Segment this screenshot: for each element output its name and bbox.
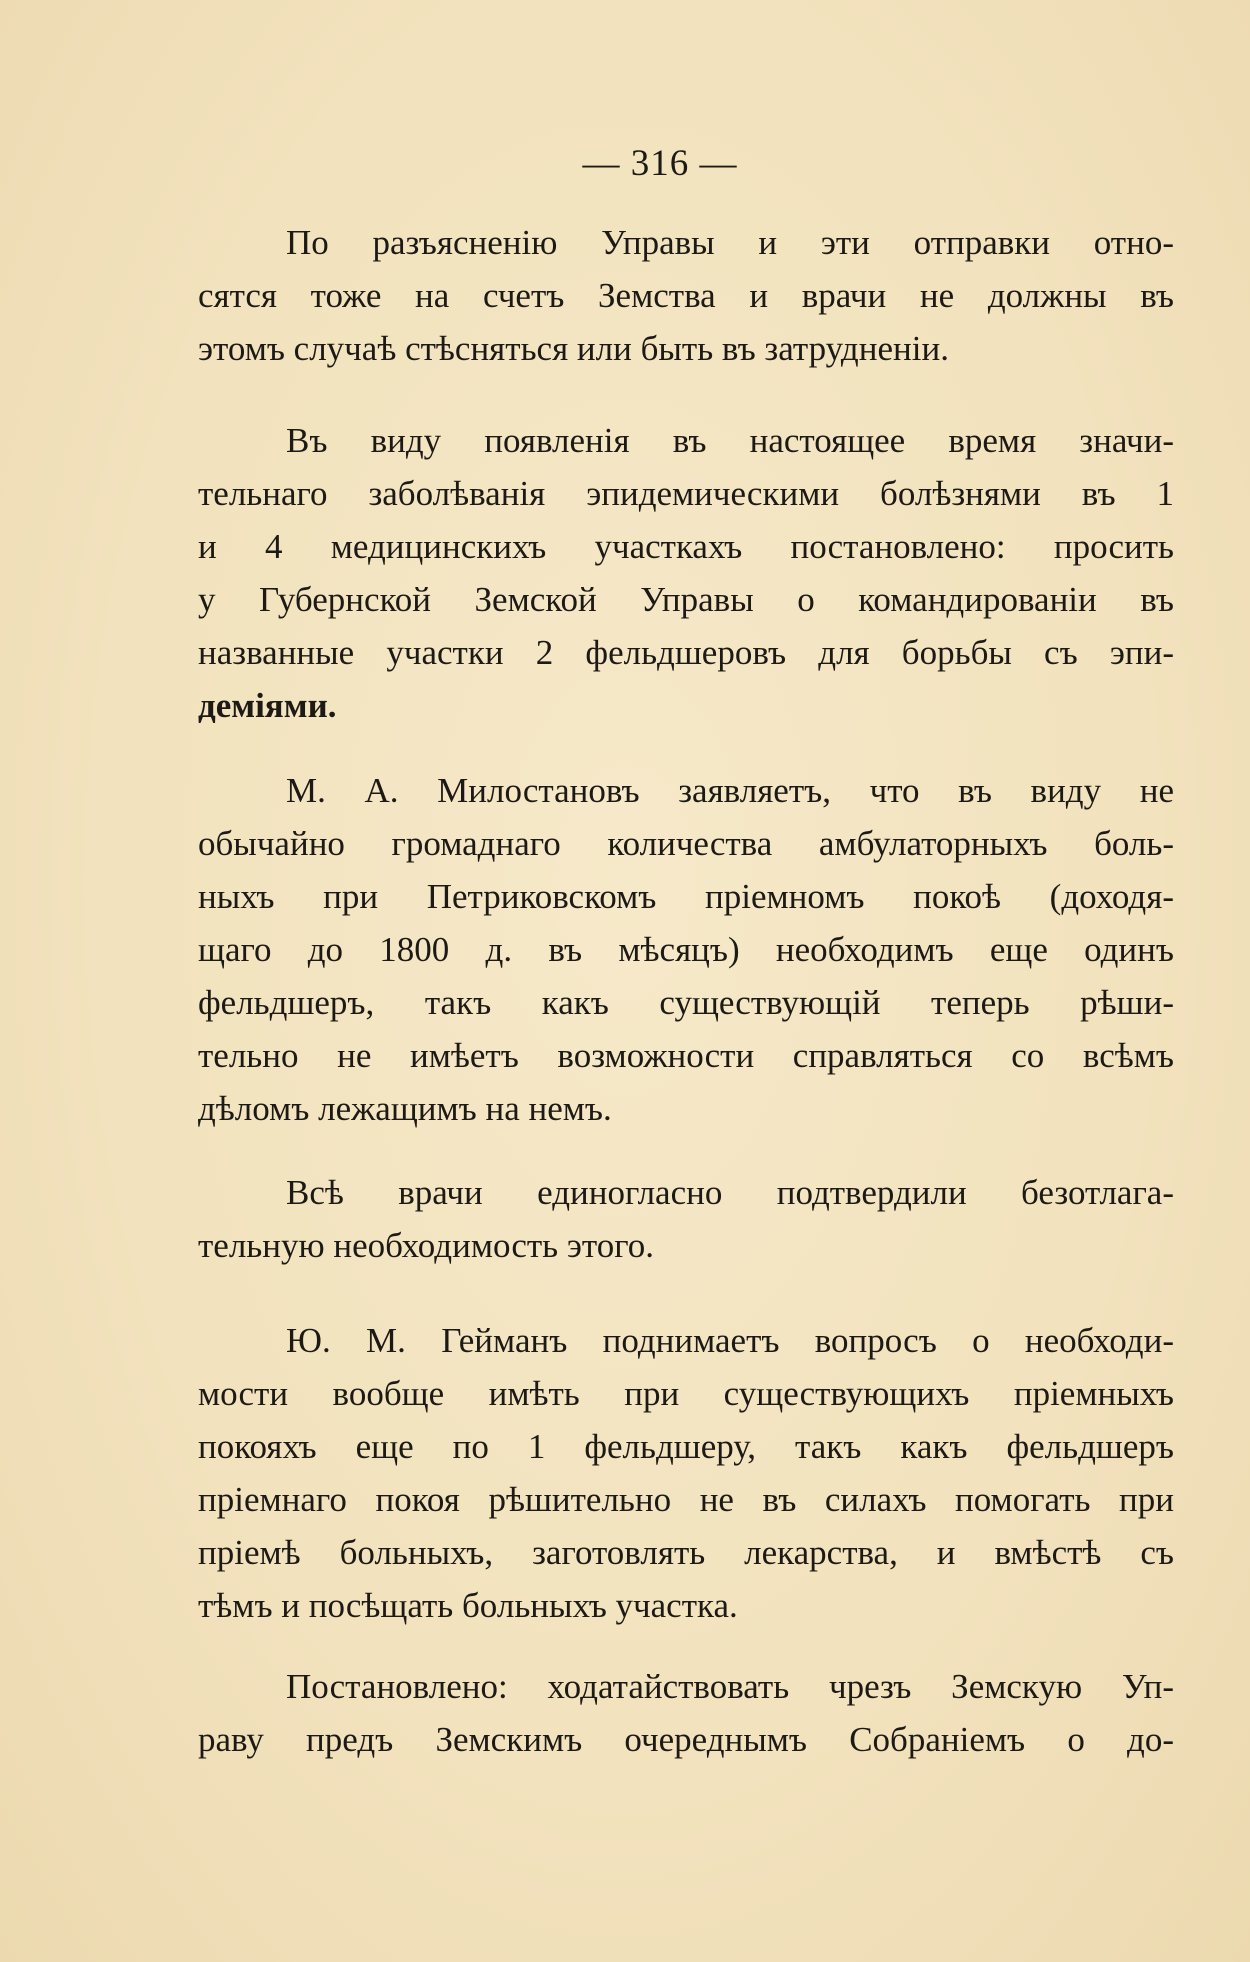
paragraph-line: фельдшеръ, такъ какъ существующій теперь рѣши- (198, 983, 1174, 1022)
paragraph-2 (198, 414, 1174, 732)
paragraph-line: пріемнаго покоя рѣшительно не въ силахъ помогать при (198, 1480, 1174, 1519)
paragraph-5 (198, 1314, 1174, 1632)
paragraph-line: мости вообще имѣть при существующихъ пріемныхъ (198, 1374, 1174, 1413)
paragraph-line: тѣмъ и посѣщать больныхъ участка. (198, 1586, 738, 1625)
paragraph-1 (198, 216, 1174, 375)
paragraph-line: обычайно громаднаго количества амбулаторныхъ боль- (198, 824, 1174, 863)
paragraph-4 (198, 1166, 1174, 1272)
paragraph-line: По разъясненію Управы и эти отправки отно- (286, 223, 1174, 262)
paragraph-line: тельнаго заболѣванія эпидемическими болѣзнями въ 1 (198, 474, 1174, 513)
paragraph-3 (198, 764, 1174, 1135)
paragraph-line: ныхъ при Петриковскомъ пріемномъ покоѣ (доходя- (198, 877, 1174, 916)
paragraph-line: Всѣ врачи единогласно подтвердили безотлага- (286, 1173, 1174, 1212)
paragraph-line: и 4 медицинскихъ участкахъ постановлено: просить (198, 527, 1174, 566)
paragraph-line: у Губернской Земской Управы о командированіи въ (198, 580, 1174, 619)
page-number: — 316 — (582, 143, 738, 184)
paragraph-line: щаго до 1800 д. въ мѣсяцъ) необходимъ еще одинъ (198, 930, 1174, 969)
paragraph-line: деміями. (198, 686, 337, 725)
paragraph-line: Ю. М. Гейманъ поднимаетъ вопросъ о необходи- (286, 1321, 1174, 1360)
paragraph-line: тельную необходимость этого. (198, 1226, 654, 1265)
paragraph-line: М. А. Милостановъ заявляетъ, что въ виду не (286, 771, 1174, 810)
paragraph-line: названные участки 2 фельдшеровъ для борьбы съ эпи- (198, 633, 1174, 672)
paragraph-line: тельно не имѣетъ возможности справляться со всѣмъ (198, 1036, 1174, 1075)
paragraph-line: Въ виду появленія въ настоящее время значи- (286, 421, 1174, 460)
paragraph-line: дѣломъ лежащимъ на немъ. (198, 1089, 612, 1128)
paragraph-line: пріемѣ больныхъ, заготовлять лекарства, и вмѣстѣ съ (198, 1533, 1174, 1572)
paragraph-line: сятся тоже на счетъ Земства и врачи не должны въ (198, 276, 1174, 315)
paragraph-line: раву предъ Земскимъ очереднымъ Собраніемъ о до- (198, 1720, 1174, 1759)
paragraph-6 (198, 1660, 1174, 1766)
paragraph-line: покояхъ еще по 1 фельдшеру, такъ какъ фельдшеръ (198, 1427, 1174, 1466)
paragraph-line: Постановлено: ходатайствовать чрезъ Земскую Уп- (286, 1667, 1174, 1706)
paragraph-line: этомъ случаѣ стѣсняться или быть въ затрудненіи. (198, 329, 949, 368)
